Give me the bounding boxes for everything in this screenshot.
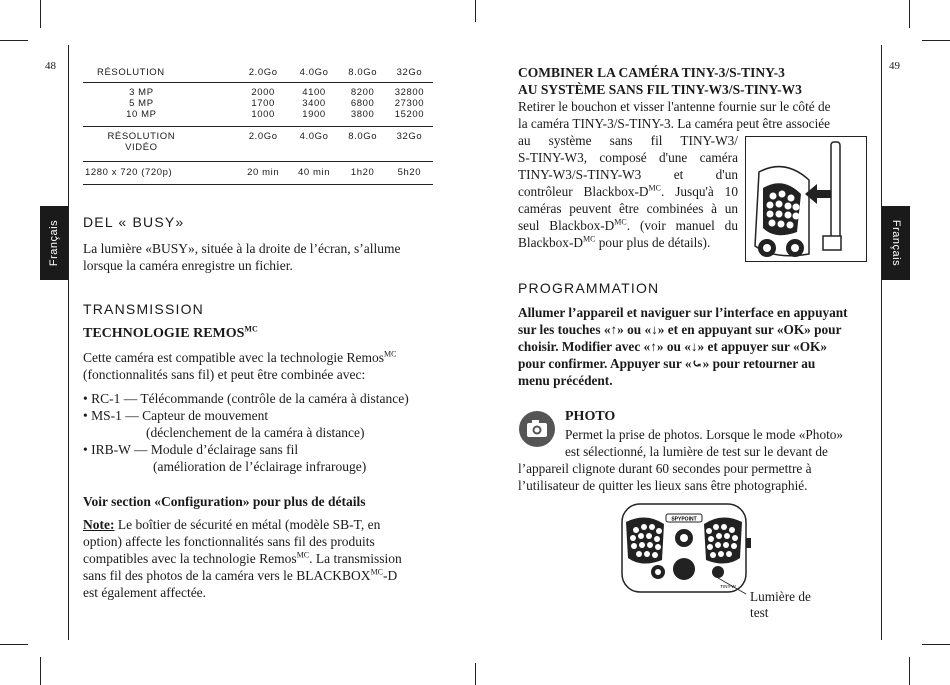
remos-text: Cette caméra est compatible avec la technologie Remos$^{MC}$ (fonctionnalités sans fil) et peut être combinée avec: [83, 349, 397, 382]
page-edge-left [68, 45, 69, 640]
compatible-device-list [83, 390, 443, 475]
combine-text: Retirer le bouchon et visser l'antenne fournie sur le côté de la caméra TINY-3/S-TINY-3. La caméra peut être associée [518, 99, 831, 131]
note-text: Note: Le boîtier de sécurité en métal (modèle SB-T, en option) affecte les fonctionnalités sans fil des produits compatibles avec la technologie Remos$^{MC}$. La transmission sans fil des photos de la caméra vers le $BLACKBOX^{MC}-D$ est également affectée. [83, 517, 402, 600]
combine-title: COMBINER LA CAMÉRA TINY-3/S-TINY-3 AU SYSTÈME SANS FIL TINY-W3/S-TINY-W3 [518, 65, 802, 97]
programmation-heading: PROGRAMMATION [518, 280, 660, 296]
list-item: (déclenchement de la caméra à distance) [146, 425, 365, 440]
config-reference: Voir section «Configuration» pour plus de détails [83, 494, 366, 509]
table-row: 3 MP 5 MP 10 MP 2000 1700 1000 4100 3400 1900 8200 6800 3800 32800 27300 15200 [83, 83, 433, 127]
page-edge-right [881, 45, 882, 640]
programmation-text: Allumer l’appareil et naviguer sur l’interface en appuyant sur les touches «↑» ou «↓» et en appuyant sur «OK» pour choisir. Modifier avec «↑» ou «↓» et appuyer sur «OK» pour confirmer. Appuyer sur «⤿» pour retourner au menu précédent. [518, 305, 848, 388]
list-item: • IRB-W — Module d’éclairage sans fil [83, 442, 299, 457]
photo-heading: PHOTO [565, 409, 616, 424]
busy-heading: DEL « BUSY» [83, 214, 185, 230]
photo-text: Permet la prise de photos. Lorsque le mode «Photo» est sélectionné, la lumière de test sur le devant de l’appareil clignote durant 60 secondes pour permettre à l’utilisateur de quitter les lieux sans être photographié. [518, 427, 844, 493]
crop-mark [909, 657, 910, 685]
language-tab-left: Français [40, 206, 68, 280]
list-item: • RC-1 — Télécommande (contrôle de la caméra à distance) [83, 391, 409, 406]
capacity-table [83, 66, 433, 185]
crop-mark [909, 0, 910, 28]
list-item: • MS-1 — Capteur de mouvement [83, 408, 269, 423]
crop-mark [475, 0, 476, 22]
page-number-left: 48 [45, 60, 56, 72]
busy-text: La lumière «BUSY», située à la droite de l’écran, s’allume lorsque la caméra enregistre un fichier. [83, 241, 401, 273]
transmission-heading: TRANSMISSION [83, 301, 204, 317]
crop-mark [922, 40, 950, 41]
crop-mark [475, 663, 476, 685]
remos-heading: TECHNOLOGIE $REMOS^{MC}$ [83, 324, 258, 341]
crop-mark [0, 40, 28, 41]
camera-antenna-illustration [745, 136, 867, 262]
crop-mark [40, 0, 41, 28]
camera-model-label: TINY-W [720, 584, 736, 589]
table-row: 1280 x 720 (720p) 20 min 40 min 1h20 5h20 [83, 162, 433, 185]
page-number-right: 49 [889, 60, 900, 72]
language-tab-right: Français [882, 206, 910, 280]
crop-mark [922, 644, 950, 645]
crop-mark [40, 657, 41, 685]
combine-text-wrap: au système sans fil TINY-W3/ S-TINY-W3, composé d'une caméra TINY-W3/S-TINY-W3 et d'un contrôleur Blackbox-$D^{MC}$. Jusqu'à 10 caméras peuvent être combinées à un seul Blackbox-$D^{MC}$. (voir manuel du [518, 133, 738, 233]
list-item: (amélioration de l’éclairage infrarouge) [153, 459, 367, 474]
table-header-row: RÉSOLUTION 2.0Go 4.0Go 8.0Go 32Go [83, 66, 433, 83]
crop-mark [0, 644, 28, 645]
combine-text-last: Blackbox-$D^{MC}$ pour plus de détails). [518, 234, 711, 250]
table-header-row: RÉSOLUTION VIDÉO 2.0Go 4.0Go 8.0Go 32Go [83, 127, 433, 162]
camera-front-illustration [618, 502, 754, 597]
test-light-callout: Lumière de test [750, 589, 811, 620]
camera-brand-logo: SPYPOINT [671, 516, 697, 523]
